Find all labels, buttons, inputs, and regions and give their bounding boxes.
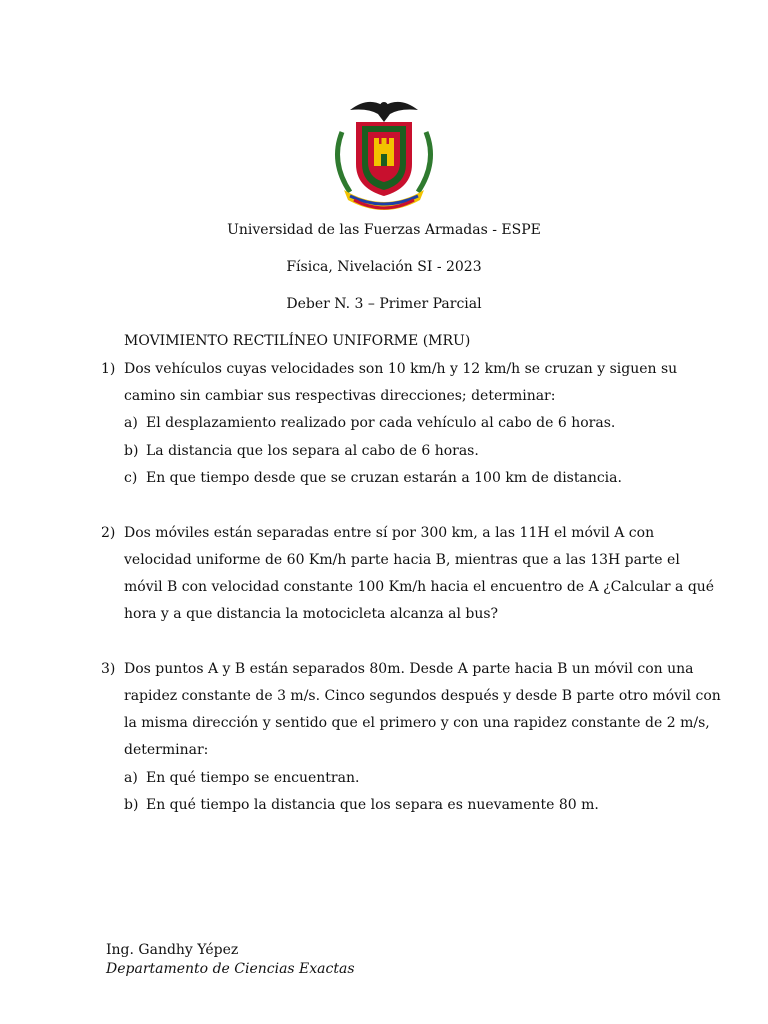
option-letter: a)	[124, 770, 138, 786]
option-letter: b)	[124, 443, 139, 459]
author-name: Ing. Gandhy Yépez	[106, 942, 239, 958]
question-2-line-4: hora y a que distancia la motocicleta alcanza al bus?	[124, 606, 499, 622]
option-text: La distancia que los separa al cabo de 6 horas.	[146, 443, 479, 459]
university-name: Universidad de las Fuerzas Armadas - ESPE	[227, 222, 541, 238]
option-letter: c)	[124, 470, 138, 486]
question-number: 2)	[101, 525, 116, 541]
department-name: Departamento de Ciencias Exactas	[106, 961, 355, 977]
option-text: En qué tiempo la distancia que los separa es nuevamente 80 m.	[146, 797, 599, 813]
option-letter: b)	[124, 797, 139, 813]
question-3-line-2: rapidez constante de 3 m/s. Cinco segundos después y desde B parte otro móvil con	[124, 688, 721, 704]
question-1-line-2: camino sin cambiar sus respectivas direcciones; determinar:	[124, 388, 556, 404]
option-text: En que tiempo desde que se cruzan estarán a 100 km de distancia.	[146, 470, 622, 486]
question-number: 1)	[101, 361, 116, 377]
option-text: En qué tiempo se encuentran.	[146, 770, 360, 786]
option-letter: a)	[124, 415, 138, 431]
course-name: Física, Nivelación SI - 2023	[286, 259, 482, 275]
question-2-line-1: Dos móviles están separadas entre sí por 300 km, a las 11H el móvil A con	[124, 525, 655, 541]
question-2-line-3: móvil B con velocidad constante 100 Km/h hacia el encuentro de A ¿Calcular a qué	[124, 579, 715, 595]
question-3-line-3: la misma dirección y sentido que el primero y con una rapidez constante de 2 m/s,	[124, 715, 710, 731]
question-3-line-1: Dos puntos A y B están separados 80m. Desde A parte hacia B un móvil con una	[124, 661, 694, 677]
section-title: MOVIMIENTO RECTILÍNEO UNIFORME (MRU)	[124, 333, 471, 349]
question-1-line-1: Dos vehículos cuyas velocidades son 10 km/h y 12 km/h se cruzan y siguen su	[124, 361, 678, 377]
question-3-line-4: determinar:	[124, 742, 209, 758]
option-text: El desplazamiento realizado por cada vehículo al cabo de 6 horas.	[146, 415, 616, 431]
question-2-line-2: velocidad uniforme de 60 Km/h parte hacia B, mientras que a las 13H parte el	[124, 552, 680, 568]
espe-crest-icon	[320, 92, 448, 210]
assignment-title: Deber N. 3 – Primer Parcial	[286, 296, 482, 312]
question-number: 3)	[101, 661, 116, 677]
